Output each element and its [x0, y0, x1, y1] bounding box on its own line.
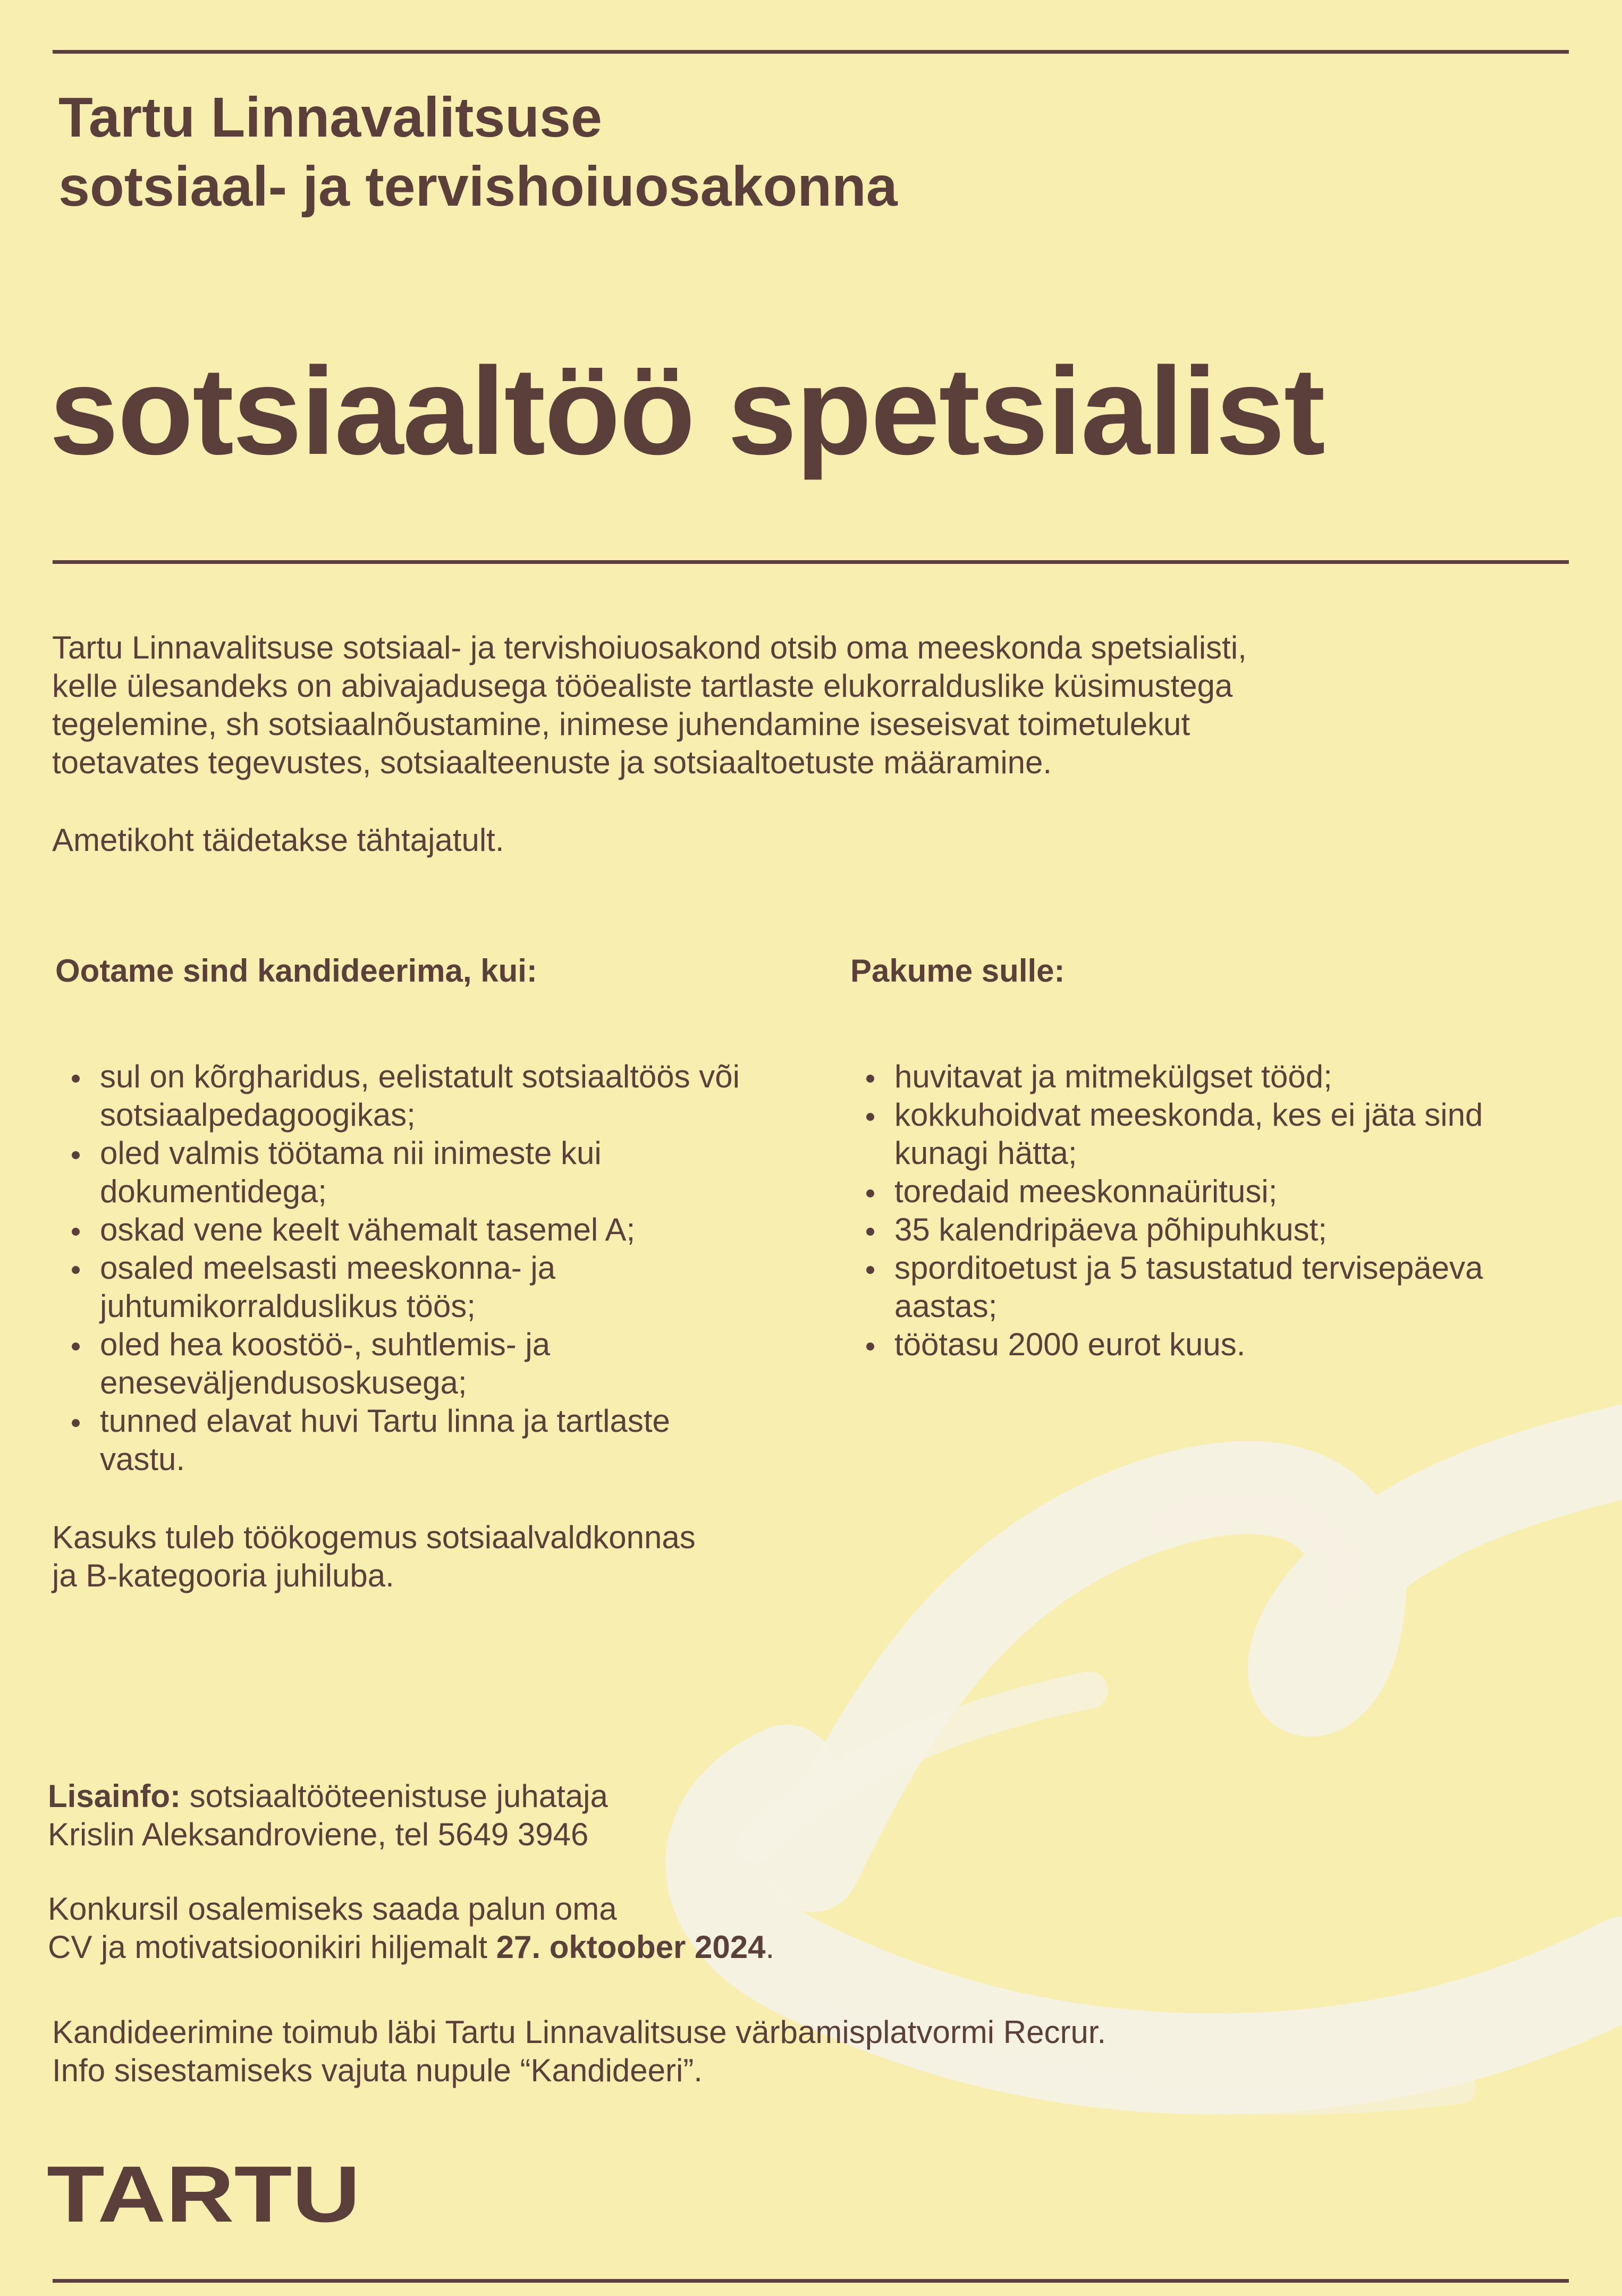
- term-text: Ametikoht täidetakse tähtajatult.: [52, 822, 504, 858]
- list-item: osaled meelsasti meeskonna- ja juhtumikorralduslikus töös;: [53, 1249, 740, 1326]
- logo-text: TARTU: [47, 2157, 360, 2226]
- requirements-list: [53, 1058, 740, 1479]
- list-item: töötasu 2000 eurot kuus.: [847, 1326, 1483, 1364]
- list-item: oled valmis töötama nii inimeste kui dokumentidega;: [53, 1134, 740, 1211]
- list-item: toredaid meeskonnaüritusi;: [847, 1172, 1483, 1211]
- intro-paragraph: [52, 629, 1247, 782]
- organization-line-1: Tartu Linnavalitsuse: [58, 86, 602, 149]
- bonus-note: Kasuks tuleb töökogemus sotsiaalvaldkonnas ja B-kategooria juhiluba.: [52, 1520, 696, 1593]
- tartu-logo: [47, 2157, 360, 2226]
- intro-line: Tartu Linnavalitsuse sotsiaal- ja tervishoiuosakond otsib oma meeskonda spetsialisti,: [52, 630, 1247, 665]
- contact-info: [48, 1777, 608, 1854]
- list-item: oskad vene keelt vähemalt tasemel A;: [53, 1211, 740, 1249]
- list-item: sporditoetust ja 5 tasustatud tervisepäeva aastas;: [847, 1249, 1483, 1326]
- title-rule: [53, 560, 1569, 564]
- list-item: tunned elavat huvi Tartu linna ja tartlaste vastu.: [53, 1402, 740, 1479]
- bottom-rule: [53, 2279, 1569, 2283]
- contact-label: Lisainfo:: [48, 1778, 181, 1814]
- organization-line-2: sotsiaal- ja tervishoiuosakonna: [58, 155, 898, 218]
- contact-line-1: Lisainfo: sotsiaaltööteenistuse juhataja: [48, 1778, 608, 1814]
- list-item: oled hea koostöö-, suhtlemis- ja eneseväljendusoskusega;: [53, 1326, 740, 1402]
- requirements-heading: Ootame sind kandideerima, kui:: [55, 953, 537, 989]
- list-item: sul on kõrgharidus, eelistatult sotsiaaltöös või sotsiaalpedagoogikas;: [53, 1058, 740, 1134]
- intro-line: tegelemine, sh sotsiaalnõustamine, inimese juhendamine iseseisvat toimetulekut: [52, 706, 1190, 742]
- list-item: 35 kalendripäeva põhipuhkust;: [847, 1211, 1483, 1249]
- platform-note: Kandideerimine toimub läbi Tartu Linnavalitsuse värbamisplatvormi Recrur. Info sisestamiseks vajuta nupule “Kandideeri”.: [52, 2014, 1106, 2088]
- application-instructions: Konkursil osalemiseks saada palun oma CV ja motivatsioonikiri hiljemalt 27. oktoober 2024.: [48, 1891, 775, 1965]
- contact-line-2: Krislin Aleksandroviene, tel 5649 3946: [48, 1817, 589, 1852]
- intro-line: toetavates tegevustes, sotsiaalteenuste ja sotsiaaltoetuste määramine.: [52, 745, 1052, 780]
- offer-list: [847, 1058, 1483, 1364]
- job-title: sotsiaaltöö spetsialist: [49, 341, 1324, 480]
- deadline-date: 27. oktoober 2024: [496, 1929, 766, 1965]
- intro-line: kelle ülesandeks on abivajadusega tööealiste tartlaste elukorralduslike küsimustega: [52, 668, 1233, 704]
- top-rule: [53, 50, 1569, 54]
- list-item: huvitavat ja mitmekülgset tööd;: [847, 1058, 1483, 1096]
- list-item: kokkuhoidvat meeskonda, kes ei jäta sind kunagi hätta;: [847, 1096, 1483, 1172]
- offer-heading: Pakume sulle:: [850, 953, 1065, 989]
